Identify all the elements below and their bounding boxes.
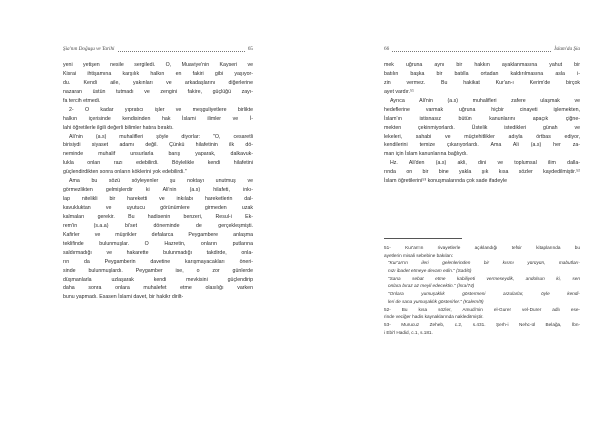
text-line: lahi öğretilerle ilgili değerli bilimler hatıra bıraktı. — [63, 124, 174, 131]
text-line: Ali'nin (a.s) muhalifleri şöyle diyorlar: "O, cesaretli — [69, 133, 253, 140]
footnote-line: rinde veciğer hadis kaynaklarında naklediImiştir. — [384, 314, 484, 320]
text-line: kalmaları gerekir. Bu hadisenin benzeri, Resul-i Ek- — [63, 213, 253, 220]
running-title: İslam'da Şia — [554, 46, 580, 52]
text-line: saldırmadığı ve hakarette bulunmadığı takdirde, onla- — [63, 249, 253, 256]
text-line: görmezlikten gelmişlerdir ki Ali'nin (a.s) hilafeti, inkı- — [63, 187, 253, 194]
footnotes — [384, 244, 580, 336]
footnote-line: "Onlara yumuşaklık göstermeni arzularlar, öyle kendi- — [388, 291, 580, 297]
footnote-line: onlara bıraz az meyil edecektin." (İsra/74) — [388, 283, 475, 289]
footnote-line: 53- Murucuz Zeheb, c.2, s.431. Şerh-i Nehc-ül Belağa, İbn- — [384, 321, 580, 327]
text-line: halkın içerisinde kendisinden hak İslami ilimler ve İ- — [63, 115, 253, 122]
text-line: bunu yapmadı. Esasen İslami davet, bir hakikr dirilt- — [63, 294, 184, 301]
footnote-line: leri de sana yumuşaklık gösterirler." (Kalem/9) — [388, 298, 484, 304]
running-title: Şia'nın Doğuşu ve Tarihi — [63, 46, 115, 52]
text-line: mek uğruna aynı bir hakkın ayaklanmasına yahut bir — [384, 62, 580, 68]
footnote-line: 52- Bu kısa sözler, Amudi'nin el-Gurer vel-Durer adlı ese- — [384, 306, 580, 312]
text-line: İslam öğretilerini⁵³ konuşmalarında çok sade ifadeyle — [384, 178, 507, 185]
text-line: man için İslam kanunlarına bağlıydı. — [384, 151, 468, 158]
right-page-header — [384, 44, 580, 54]
header-leader-dots — [118, 46, 245, 52]
text-line: 2- O kadar yıpratıcı işler ve meşguliyetlere birlikte — [69, 106, 253, 113]
left-page-body-text — [63, 61, 253, 302]
text-line: rem'in (s.a.a) bi'set döneminde de gerçekleşmişti. — [63, 222, 253, 229]
text-line: nazaran üstün tutmadı ve zengini fakire, güçlüğü zayı- — [63, 88, 253, 95]
text-line: zin vermez. Bu hakikat Kur'an-ı Kerim'de birçok — [384, 79, 580, 86]
page-number: 66 — [384, 46, 390, 52]
text-line: yeni yetişen nesile sergiledi. O, Muaviye'nin Kayseri ve — [63, 62, 253, 68]
right-page — [300, 0, 600, 424]
footnote-separator — [384, 238, 462, 239]
text-line: İslam'ın istisnasız bütün kanunlarını apaçık çiğne- — [384, 115, 580, 122]
page-number: 65 — [247, 46, 253, 52]
text-line: Ayrıca Ali'nin (a.s) muhalifleri zafere ulaşmak ve — [390, 97, 580, 104]
footnote-line: nızı ibadet etmeye devam edin." (Sad/6) — [388, 268, 472, 274]
text-line: Kisrai ihtişamına karşılık halkın en fakiri gibi yaşıyor- — [63, 70, 253, 77]
text-line: lekeleri, sahabi ve müçtehitlikler adıyla örtbas ediyor, — [384, 133, 580, 140]
text-line: Hz. Ali'den (a.s) akli, dini ve toplumsal ilim dalla- — [390, 160, 580, 167]
text-line: mekten çekinmiyorlardı. Üstelik istedikleri günah ve — [384, 124, 580, 131]
text-line: Ama bu sözü söyleyenler şu noktayı unutmuş ve — [69, 178, 253, 185]
header-leader-dots — [392, 46, 551, 52]
text-line: düşmanlarla uzlaşarak kendi mevkisini güçlendirip — [63, 276, 253, 283]
text-line: kendilerini temize çıkarıyorlardı. Ama Ali (a.s) her za- — [384, 142, 580, 149]
footnote-line: ayetlerin misali sebebine bakılan: — [384, 252, 454, 258]
text-line: batılın başka bir batılla ortadan kaldırılmasına asla i- — [384, 70, 580, 77]
text-line: fa tercih etmedi. — [63, 97, 101, 104]
text-line: neminde muhalif unsurlarla barış yaparak, dalkavuk- — [63, 151, 253, 158]
right-page-body-text — [384, 61, 580, 186]
left-page-header — [63, 44, 253, 54]
footnote-line: "Sana sebat etme kabiliyeti vermeseydik, andolsun ki, sen — [388, 275, 580, 281]
text-line: güçlendirdikten sonra onların köklerini yok edebilirdi." — [63, 169, 187, 176]
text-line: rın da Peygamberin davetine karışmayacakları öneri- — [63, 258, 253, 265]
text-line: daha sonra onlara muhalefet etme olasılığı varken — [63, 285, 253, 292]
text-line: birisiydi siyaset adamı değil. Çünkü hilafetinin ilk dö- — [63, 142, 253, 149]
text-line: kavukluktan ve uyutucu görünümlere girmeden uzak — [63, 205, 253, 211]
text-line: sinde bulunmuşlardı. Peygamber ise, o zor günlerde — [63, 267, 253, 274]
text-line: teklifinde bulunmuşlar. O Hazretin, onların putlarına — [63, 240, 253, 247]
text-line: ayet vardır.⁵¹ — [384, 88, 414, 95]
text-line: du. Kendi aile, yakınları ve arkadaşlarını diğerlerine — [63, 79, 253, 86]
footnote-line: 51- Kur'an'ın rivayetlerle açıklandığı tefsir kitaplarında bu — [384, 245, 580, 250]
text-line: Kafirler ve müşrikler defalarca Peygambere anlaşma — [63, 231, 253, 238]
footnote-line: i Ebi'l Hadid, c.1, s.181. — [384, 329, 433, 335]
footnote-line: "Kur'an'ın ileri gelenlerinden bir kısmı yürüyün, mabutları- — [388, 260, 580, 266]
text-line: lukla onları razı edebilirdi. Böylelikle kendi hilafetini — [63, 160, 253, 167]
text-line: rında on bir bine yakla şık kısa sözler kaydedilmiştir.⁵² — [384, 169, 580, 176]
text-line: lap nitelikli bir hareketti ve inkılabı hareketlerin dal- — [63, 196, 253, 203]
text-line: hedeflerine varmak uğruna hiçbir cinayeti işlemekten, — [384, 106, 580, 113]
